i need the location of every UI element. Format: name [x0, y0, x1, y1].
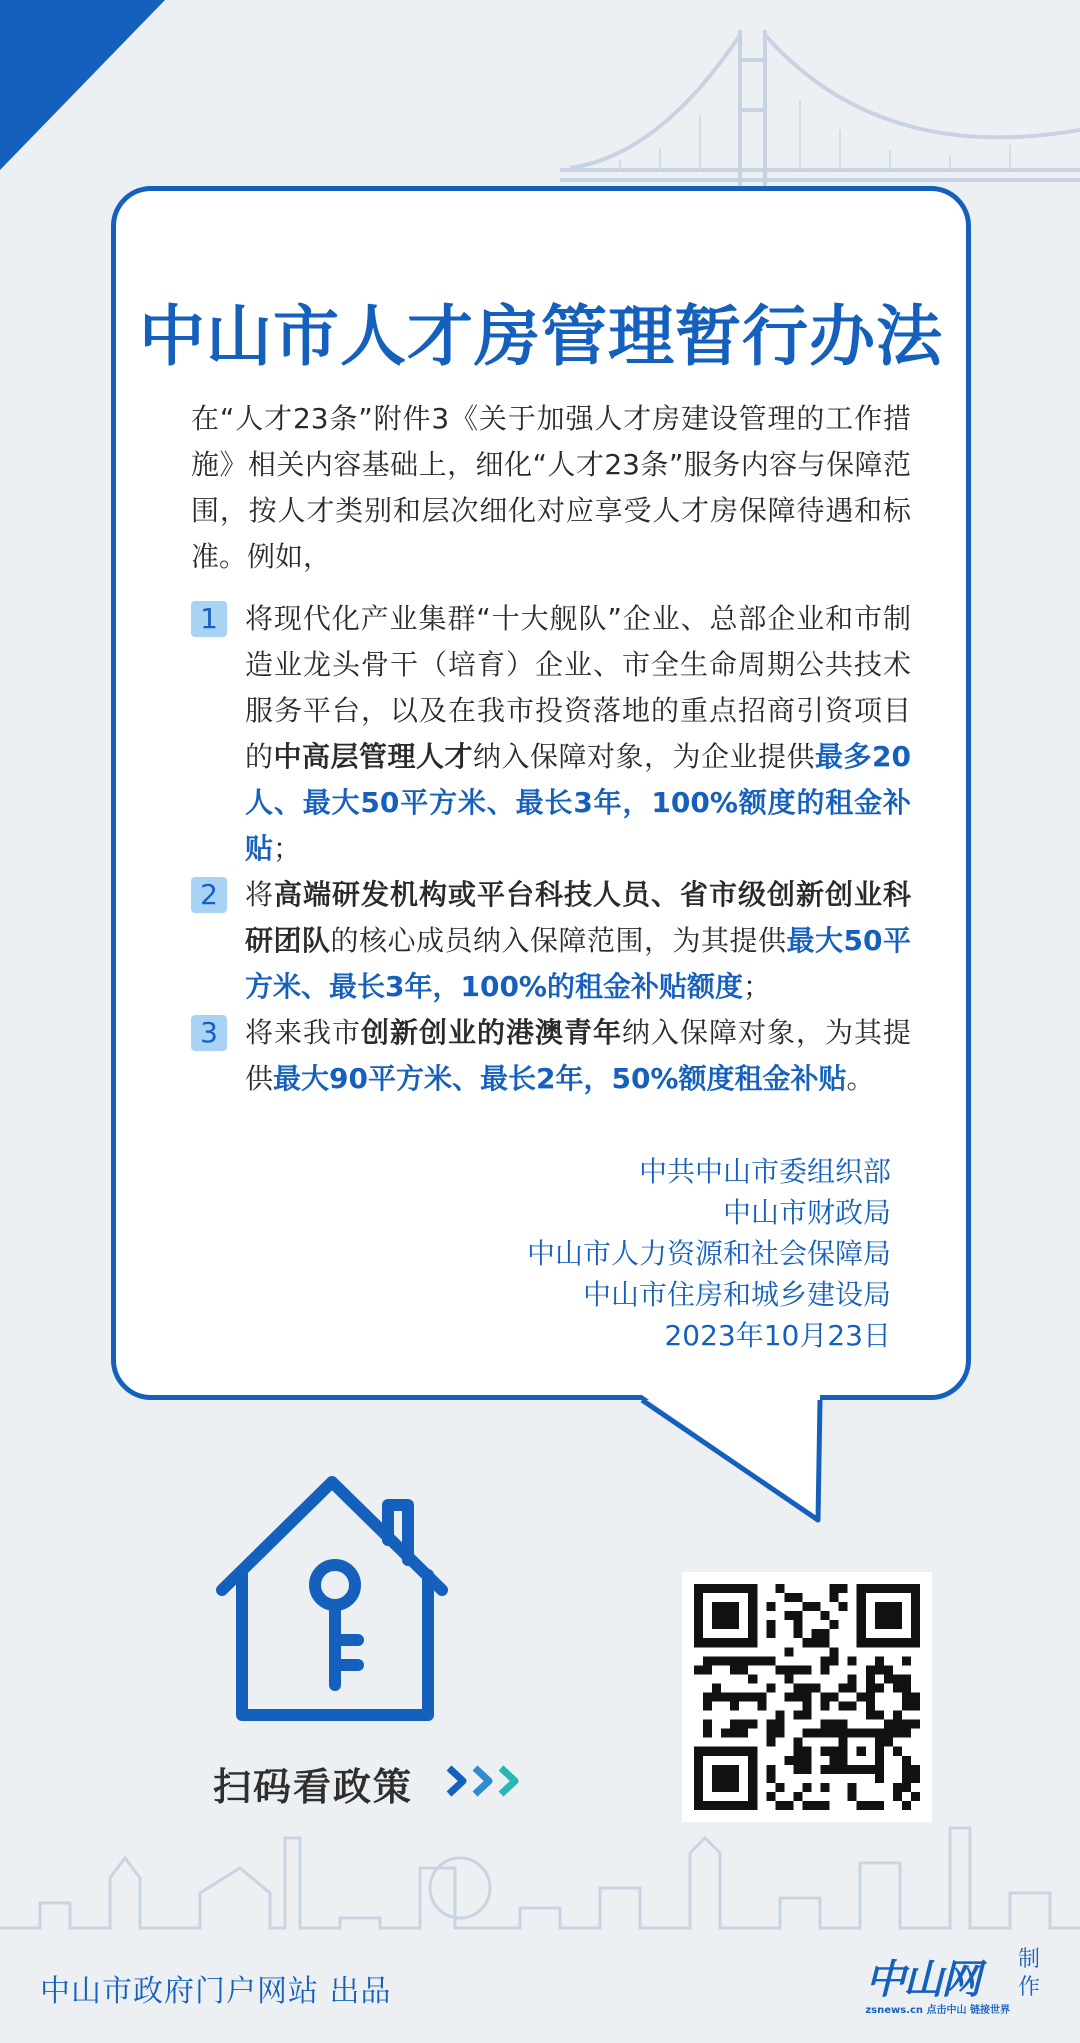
item-number-badge: 1 [191, 601, 227, 637]
item-text: 将现代化产业集群“十大舰队”企业、总部企业和市制造业龙头骨干（培育）企业、市全生命周期公共技术服务平台，以及在我市投资落地的重点招商引资项目的中高层管理人才纳入保障对象，为企业提供最多20人、最大50平方米、最长3年，100%额度的租金补贴； [245, 602, 911, 865]
signature-line: 中山市财政局 [722, 1196, 891, 1229]
issue-date: 2023年10月23日 [664, 1319, 891, 1352]
signature-line: 中共中山市委组织部 [638, 1155, 891, 1188]
signature-line: 中山市人力资源和社会保障局 [526, 1237, 891, 1270]
policy-card [111, 186, 971, 1400]
speech-bubble-tail [630, 1385, 830, 1525]
made-label: 制作 [1018, 1947, 1041, 2000]
item-text: 将来我市创新创业的港澳青年纳入保障对象，为其提供最大90平方米、最长2年，50%额度租金补贴。 [245, 1016, 911, 1095]
list-item [191, 1010, 911, 1102]
signature-line: 中山市住房和城乡建设局 [582, 1278, 891, 1311]
chevrons-right-icon [445, 1762, 535, 1800]
list-item [191, 596, 911, 872]
producer-credit: 中山市政府门户网站 出品 [40, 1974, 392, 2009]
page-title: 中山市人才房管理暂行办法 [139, 298, 943, 375]
qr-code[interactable] [682, 1572, 932, 1822]
bridge-illustration [560, 20, 1080, 200]
intro-paragraph: 在“人才23条”附件3《关于加强人才房建设管理的工作措施》相关内容基础上，细化“人才23条”服务内容与保障范围，按人才类别和层次细化对应享受人才房保障待遇和标准。例如， [191, 402, 911, 573]
corner-decoration [0, 0, 165, 170]
policy-list [191, 596, 911, 1102]
item-number-badge: 3 [191, 1015, 227, 1051]
logo-mark: 中山网 [865, 1957, 980, 2003]
zsnews-logo [865, 1948, 1010, 2016]
logo-subtitle: zsnews.cn 点击中山 链接世界 [865, 2005, 1010, 2016]
issuing-departments [527, 1151, 891, 1356]
city-skyline-illustration [0, 1808, 1080, 1948]
item-text: 将高端研发机构或平台科技人员、省市级创新创业科研团队的核心成员纳入保障范围，为其提供最大50平方米、最长3年，100%的租金补贴额度； [245, 878, 911, 1003]
scan-label: 扫码看政策 [213, 1765, 414, 1809]
item-number-badge: 2 [191, 877, 227, 913]
house-key-icon [210, 1470, 460, 1730]
list-item [191, 872, 911, 1010]
